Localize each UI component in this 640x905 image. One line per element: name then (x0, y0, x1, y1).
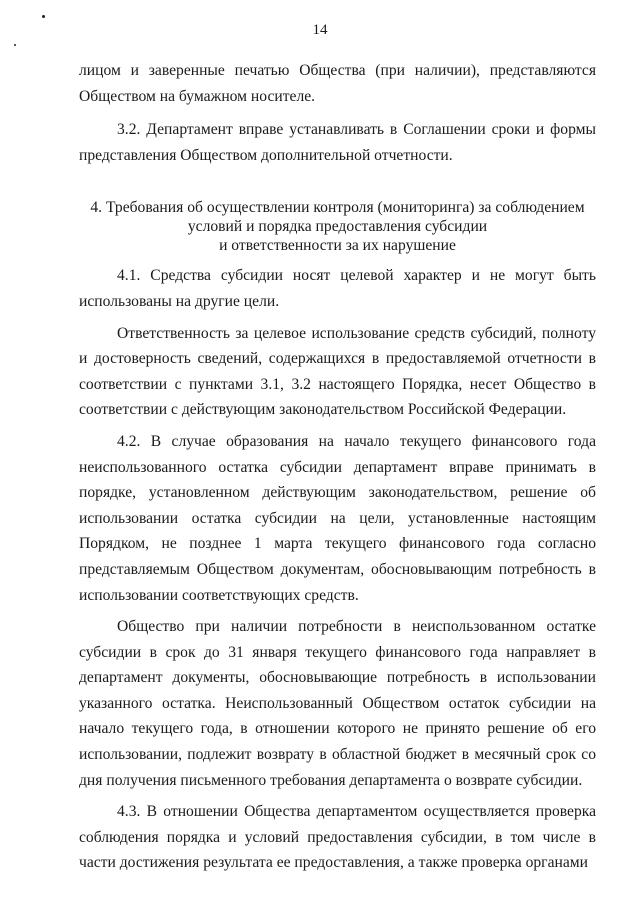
page-number: 14 (312, 22, 328, 38)
paragraph-3-2: 3.2. Департамент вправе устанавливать в Соглашении сроки и формы представления Обществом дополнительной отчетности. (79, 121, 596, 164)
paragraph-unused-balance: Общество при наличии потребности в неиспользованном остатке субсидии в срок до 31 января текущего финансового года направляет в департамент документы, обосновывающие потребность в использовании указанного остатка. Неиспользованный Обществом остаток субсидии на начало текущего года, в отношении которого не принято решение об его использовании, подлежит возврату в областной бюджет в месячный срок со дня получения письменного требования департамента о возврате субсидии. (79, 618, 596, 789)
section-heading-line: 4. Требования об осуществлении контроля (мониторинга) за соблюдением (90, 199, 585, 217)
section-heading-line: условий и порядка предоставления субсидии (187, 218, 488, 236)
scan-speck (42, 15, 45, 18)
section-heading-line: и ответственности за их нарушение (219, 237, 456, 255)
document-body (79, 58, 596, 876)
paragraph-4-2: 4.2. В случае образования на начало текущего финансового года неиспользованного остатка субсидии департамент вправе принимать в порядке, установленном действующим законодательством, решение об использовании остатка субсидии на цели, установленные настоящим Порядком, не позднее 1 марта текущего финансового года согласно представляемым Обществом документам, обосновывающим потребность в использовании соответствующих средств. (79, 432, 596, 604)
paragraph-4-1: 4.1. Средства субсидии носят целевой характер и не могут быть использованы на другие цели. (79, 267, 596, 310)
scan-speck (14, 44, 16, 46)
section-heading (79, 198, 596, 255)
paragraph-4-3: 4.3. В отношении Общества департаментом осуществляется проверка соблюдения порядка и условий предоставления субсидии, в том числе в части достижения результата ее предоставления, а также проверка органами (79, 803, 596, 872)
paragraph-responsibility: Ответственность за целевое использование средств субсидий, полноту и достоверность сведений, содержащихся в предоставляемой отчетности в соответствии с пунктами 3.1, 3.2 настоящего Порядка, несет Общество в соответствии с действующим законодательством Российской Федерации. (79, 324, 596, 419)
paragraph-continuation: лицом и заверенные печатью Общества (при наличии), представляются Обществом на бумажном носителе. (79, 62, 596, 105)
